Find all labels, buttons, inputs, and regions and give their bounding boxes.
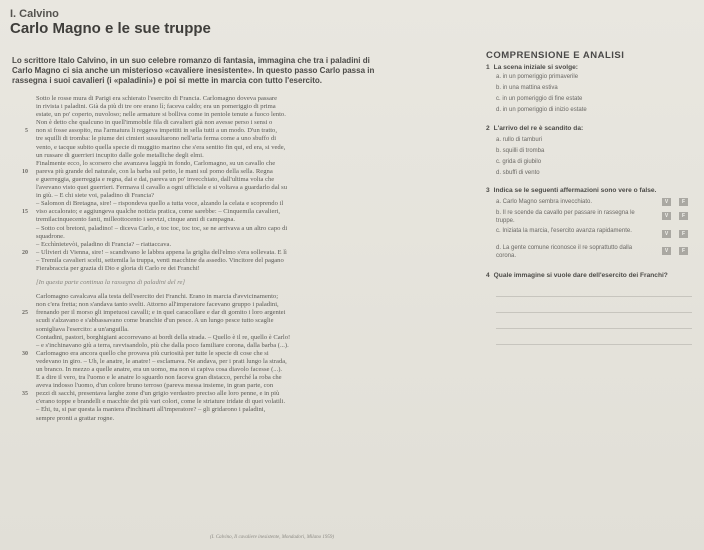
line-text: non si fosse assopito, ma l'armatura li reggeva impettiti in sella tutti a un modo. D'un tratto,	[36, 127, 277, 135]
passage-line	[36, 144, 392, 152]
line-number: 35	[22, 391, 28, 398]
line-text: Finalmente ecco, lo scorsero che avanzava laggiù in fondo, Carlomagno, su un cavallo che	[36, 159, 276, 167]
line-number: 10	[22, 168, 28, 175]
true-checkbox[interactable]: V	[662, 230, 671, 238]
line-text: – e s'inchinavano giù a terra, ravvisandolo, più che dalla poco familiare corona, dalla barba (...).	[36, 341, 289, 349]
line-text: Sotto le rosse mura di Parigi era schierato l'esercito di Francia. Carlomagno doveva passare	[36, 95, 278, 102]
line-text: tremilacinquecento fanti, milleottocento i servizi, cinque anni di campagna.	[36, 216, 236, 224]
question-number: 1	[486, 64, 490, 71]
question-2	[486, 125, 696, 133]
q1-option-d[interactable]: d. in un pomeriggio di inizio estate	[496, 107, 587, 113]
line-text: Fierabraccia per grazia di Dio e gloria di Carlo re dei Franchi!	[36, 264, 200, 272]
question-number: 2	[486, 125, 490, 132]
line-number: 25	[22, 310, 28, 317]
line-text: c'erano toppe e brandelli e macchie dei più vari colori, come le striature iridate di quei volatili.	[36, 398, 286, 406]
question-text: La scena iniziale si svolge:	[493, 64, 578, 71]
line-text: in giù. – E chi siete voi, paladino di Francia?	[36, 192, 155, 200]
line-number: 20	[22, 249, 28, 256]
answer-line[interactable]	[496, 296, 692, 297]
true-checkbox[interactable]: V	[662, 198, 671, 206]
false-checkbox[interactable]: F	[679, 247, 688, 255]
line-text: pezzi di sacchi, presentava larghe zone d'un grigio verdastro preciso alle loro penne, e in più	[36, 390, 280, 398]
line-text: non c'era fretta; non s'andava tanto svelti. Attorno all'imperatore facevano gruppo i paladini,	[36, 301, 279, 309]
passage-line	[36, 398, 392, 406]
line-text: estate, un po' coperto, nuvoloso; nelle armature si bolliva come in pentole tenute a fuoco lento.	[36, 111, 286, 119]
passage-line	[36, 160, 392, 168]
line-text: l'avevano visto quei guerrieri. Fermava il cavallo a ogni ufficiale e si voltava a guardarlo dal su	[36, 184, 287, 192]
questions-column	[478, 0, 704, 550]
passage-line	[36, 225, 392, 233]
passage-line	[36, 334, 392, 342]
line-text: tre squilli di tromba: le piume dei cimieri sussultarono nell'aria ferma come a uno sbuffo di	[36, 135, 277, 143]
passage-line	[36, 216, 392, 224]
passage-line	[36, 317, 392, 325]
passage-line	[36, 326, 392, 334]
q2-option-a[interactable]: a. rullo di tamburi	[496, 137, 543, 143]
passage-line	[36, 374, 392, 382]
reading-passage	[22, 95, 392, 423]
passage-line	[36, 366, 392, 374]
question-number: 4	[486, 272, 490, 279]
passage-line	[36, 406, 392, 414]
q3-statement-d: d. La gente comune riconosce il re soprattutto dalla corona.	[496, 245, 633, 259]
line-text: Carlomagno era ancora quello che provava più curiosità per tutte le specie di cose che si	[36, 349, 269, 357]
line-text: – Ecchìnietevòi, paladino di Francia? – riattaccava.	[36, 240, 172, 248]
question-3	[486, 187, 696, 195]
false-checkbox[interactable]: F	[679, 212, 688, 220]
passage-line	[36, 103, 392, 111]
passage-line	[22, 248, 392, 257]
line-text: un russare di guerrieri incupito dalle gole metalliche degli elmi.	[36, 151, 204, 159]
question-1	[486, 64, 696, 72]
line-text: vento, e tacque subito quella specie di muggito marino che s'era sentito fin qui, ed era, si vede,	[36, 143, 286, 151]
passage-line	[22, 349, 392, 358]
line-text: E a dire il vero, tra l'uomo e le anatre lo sguardo non faceva gran distacco, perché la roba che	[36, 374, 282, 382]
line-text: aveva indosso l'uomo, d'un colore bruno terroso (pareva messa insieme, in gran parte, con	[36, 382, 274, 390]
question-4	[486, 272, 696, 280]
passage-line	[36, 415, 392, 423]
q3-statement-a: a. Carlo Magno sembra invecchiato.	[496, 199, 593, 205]
q3-answer-d	[662, 247, 688, 255]
passage-line	[36, 241, 392, 249]
comprehension-heading: COMPRENSIONE E ANALISI	[486, 50, 625, 61]
page-title: Carlo Magno e le sue truppe	[10, 20, 211, 37]
passage-line	[36, 119, 392, 127]
line-text: somigliava l'esercito: a un'anguilla.	[36, 325, 129, 333]
line-text: – Ulivieri di Vienna, sire! – scandivano le labbra appena la griglia dell'elmo s'era sollevata. E lì	[36, 248, 287, 256]
passage-line	[36, 293, 392, 301]
passage-line	[22, 208, 392, 216]
question-text: Indica se le seguenti affermazioni sono vere o false.	[493, 187, 657, 194]
q3-answer-b	[662, 212, 688, 220]
line-number: 5	[25, 128, 28, 135]
line-text: frenando per il morso gli impetuosi cavalli; e in quel caracollare e dar di gomito i loro argentei	[36, 309, 286, 317]
passage-line	[36, 257, 392, 265]
passage-line	[36, 192, 392, 200]
passage-line	[36, 301, 392, 309]
passage-line	[36, 233, 392, 241]
passage-line	[36, 342, 392, 350]
answer-line[interactable]	[496, 344, 692, 345]
line-text: vedevano in giro. – Uh, le anatre, le anatre! – esclamava. Ne andava, per i prati lungo la strada,	[36, 357, 287, 365]
q1-option-c[interactable]: c. in un pomeriggio di fine estate	[496, 96, 583, 102]
q3-answer-c	[662, 230, 688, 238]
line-text: in rivista i paladini. Già da più di tre ore erano lì; faceva caldo; era un pomeriggio di prima	[36, 103, 276, 111]
source-citation: (I. Calvino, Il cavaliere inesistente, Mondadori, Milano 1959)	[210, 535, 335, 540]
line-text: Carlomagno cavalcava alla testa dell'esercito dei Franchi. Erano in marcia d'avvicinamento;	[36, 293, 279, 301]
line-text: – Salomon di Bretagna, sire! – rispondeva quello a tutta voce, alzando la celata e scoprendo il	[36, 200, 284, 208]
line-text: pareva più grande del naturale, con la barba sul petto, le mani sul pomo della sella. Regna	[36, 167, 273, 175]
passage-line	[25, 127, 392, 135]
q2-option-d[interactable]: d. sbuffi di vento	[496, 170, 540, 176]
passage-line	[36, 95, 392, 103]
omission-note: [In questa parte continua la rassegna di paladini del re]	[36, 279, 186, 287]
q3-statement-b: b. Il re scende da cavallo per passare in rassegna le truppe.	[496, 210, 635, 224]
intro-paragraph: Lo scrittore Italo Calvino, in un suo celebre romanzo di fantasia, immagina che tra i paladini di Carlo Magno ci sia anche un misterioso «cavaliere inesistente». In questo passo Carlo passa in rassegna i suoi cavalieri (i «paladini») e poi si mette in marcia con tutto l'esercito.	[12, 56, 375, 85]
line-text: scudi s'alzavano e s'abbassavano come branchie d'un pesce. A un lungo pesce tutto scaglie	[36, 317, 274, 325]
line-number: 30	[22, 350, 28, 357]
passage-line	[36, 265, 392, 273]
line-text: Non è detto che qualcuno in quell'immobile fila di cavalieri già non avesse perso i sensi o	[36, 119, 273, 127]
passage-line	[36, 382, 392, 390]
passage-line	[36, 176, 392, 184]
line-text: e guerreggia, guerreggia e regna, dai e dai, pareva un po' invecchiato, dall'ultima volta che	[36, 175, 275, 183]
passage-line	[22, 390, 392, 398]
true-checkbox[interactable]: V	[662, 212, 671, 220]
question-text: L'arrivo del re è scandito da:	[493, 125, 584, 132]
false-checkbox[interactable]: F	[679, 198, 688, 206]
line-number: 15	[22, 209, 28, 216]
author-label: I. Calvino	[10, 8, 59, 20]
answer-line[interactable]	[496, 328, 692, 329]
q2-option-c[interactable]: c. grida di giubilo	[496, 159, 542, 165]
line-text: viso accalorato; e aggiungeva qualche notizia pratica, come sarebbe: – Cinquemila cavalieri,	[36, 208, 281, 216]
line-text: sempre pronti a grattar rogne.	[36, 414, 115, 422]
q2-option-b[interactable]: b. squilli di tromba	[496, 148, 545, 154]
passage-line	[22, 309, 392, 317]
passage-line	[36, 152, 392, 160]
passage-line	[36, 135, 392, 143]
q1-option-a[interactable]: a. in un pomeriggio primaverile	[496, 74, 579, 80]
false-checkbox[interactable]: F	[679, 230, 688, 238]
line-text: un branco. In mezzo a quelle anatre, era un uomo, ma non si capiva cosa diavolo facesse (...).	[36, 366, 283, 373]
passage-line	[36, 358, 392, 366]
line-text: squadrone.	[36, 232, 65, 240]
true-checkbox[interactable]: V	[662, 247, 671, 255]
line-text: – Sotto coi bretoni, paladino! – diceva Carlo, e toc toc, toc toc, se ne arrivava a un altro capo di	[36, 224, 288, 232]
q1-option-b[interactable]: b. in una mattina estiva	[496, 85, 558, 91]
question-text: Quale immagine si vuole dare dell'esercito dei Franchi?	[493, 272, 668, 279]
line-text: Contadini, pastori, borghigiani accorrevano ai bordi della strada. – Quello è il re, quello è Carlo!	[36, 333, 291, 341]
passage-line	[36, 184, 392, 192]
line-text: – Ehi, tu, si par questa la maniera d'inchinarti all'imperatore? – gli gridarono i paladini,	[36, 406, 266, 414]
answer-line[interactable]	[496, 312, 692, 313]
q3-answer-a	[662, 198, 688, 206]
passage-line	[22, 167, 392, 176]
question-number: 3	[486, 187, 490, 194]
line-text: – Tremila cavalieri scelti, settemila la truppa, venti macchine da assedio. Vincitore del pagano	[36, 256, 284, 264]
q3-statement-c: c. Iniziata la marcia, l'esercito avanza rapidamente.	[496, 228, 632, 234]
passage-line	[36, 200, 392, 208]
passage-line	[36, 111, 392, 119]
